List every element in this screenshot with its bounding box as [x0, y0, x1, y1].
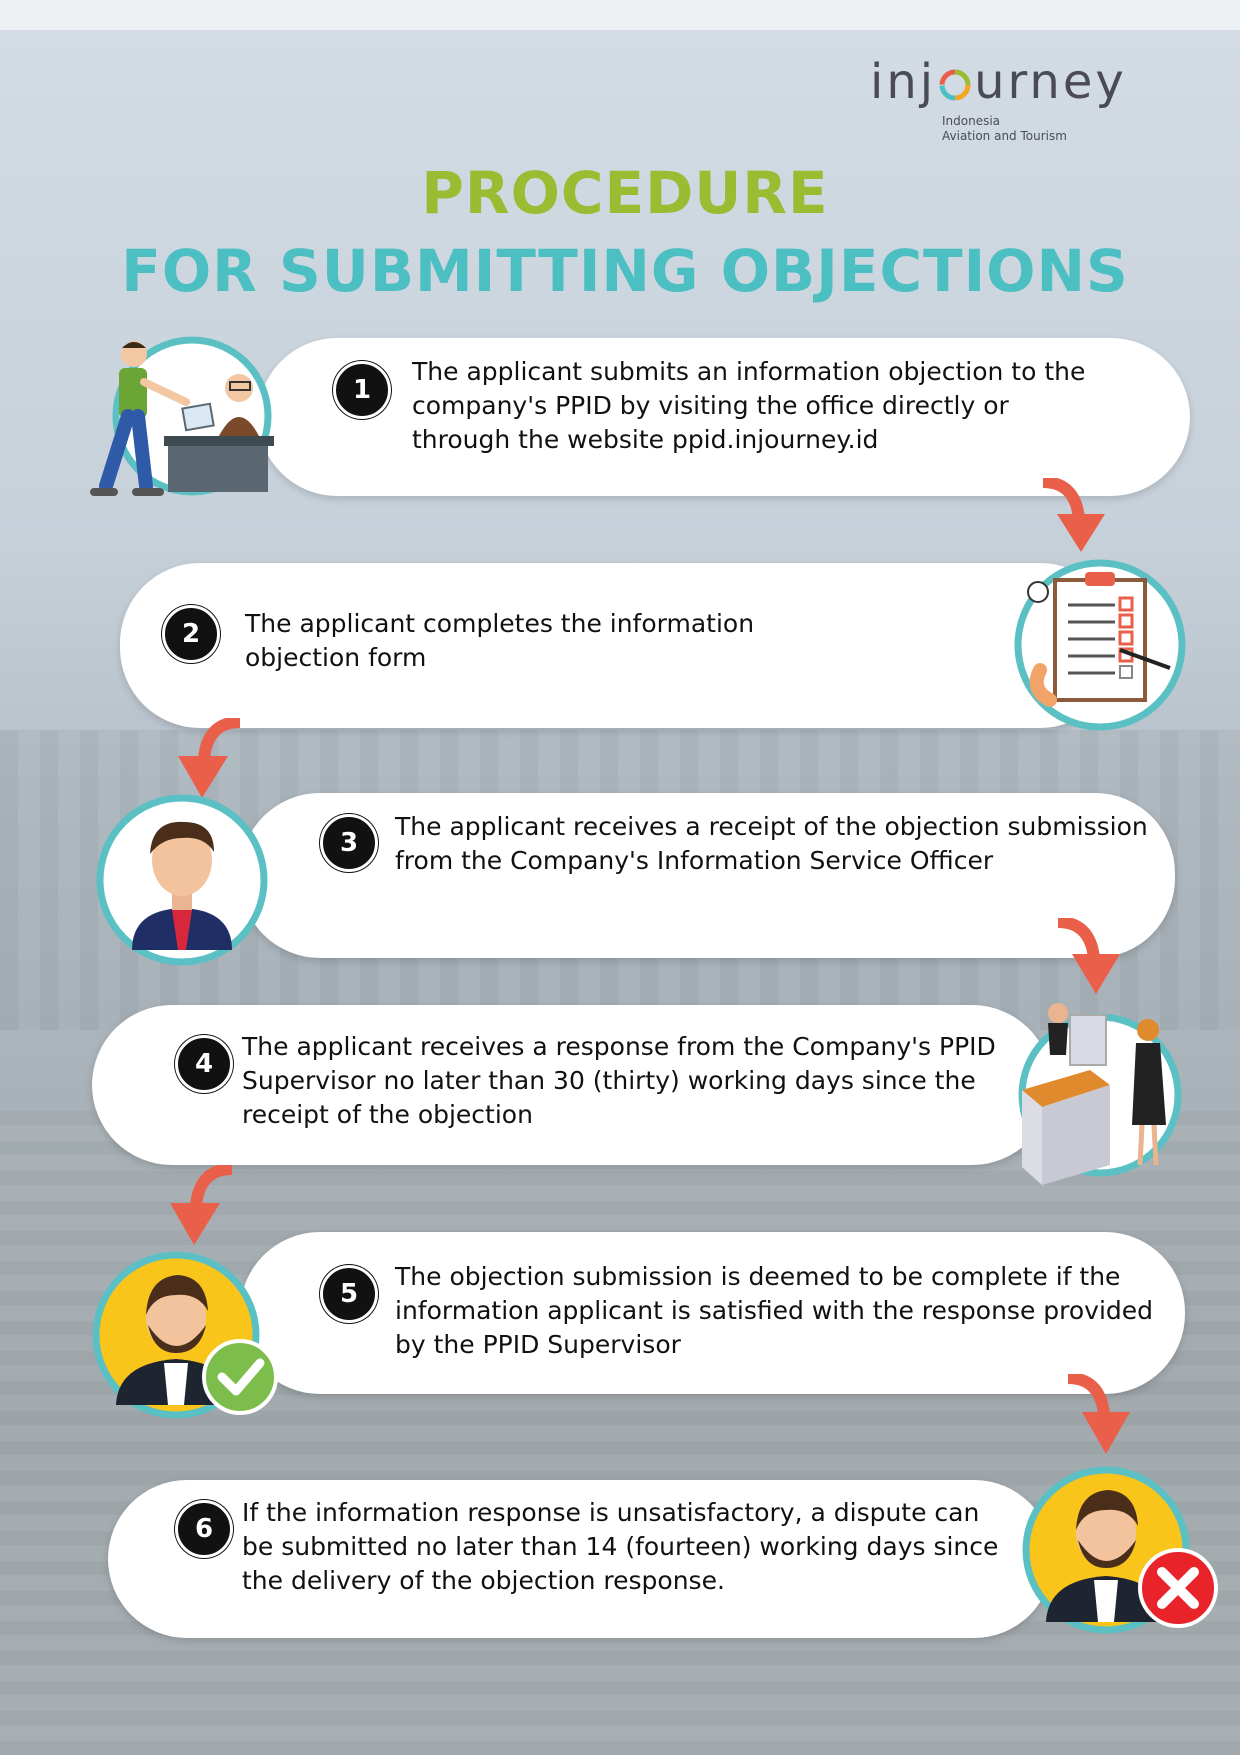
step-number-3: 3: [320, 814, 378, 872]
logo-ring-icon: [938, 62, 972, 96]
step-text-4: The applicant receives a response from the Company's PPID Supervisor no later than 30 (thirty) working days since the receipt of the objection: [242, 1032, 996, 1129]
page-title: [0, 158, 1240, 314]
step-text-3: The applicant receives a receipt of the objection submission from the Company's Information Service Officer: [395, 812, 1148, 875]
unsatisfied-user-icon: [1010, 1458, 1220, 1643]
step-text-6: If the information response is unsatisfactory, a dispute can be submitted no later than 14 (fourteen) working days since the delivery of the objection response.: [242, 1498, 999, 1595]
logo-tagline-line2: Aviation and Tourism: [942, 129, 1067, 143]
title-line2: FOR SUBMITTING OBJECTIONS: [121, 237, 1129, 305]
office-visit-icon: [84, 336, 284, 526]
arrow-down-icon: [1035, 478, 1115, 560]
arrow-down-icon: [1050, 918, 1130, 1004]
logo-wordmark-right: urney: [974, 54, 1127, 110]
logo-wordmark-left: inj: [870, 54, 937, 110]
step-text-5: The objection submission is deemed to be complete if the information applicant is satisfied with the response provided by the PPID Supervisor: [395, 1262, 1154, 1359]
arrow-down-icon: [160, 1165, 240, 1253]
logo-wordmark: [870, 54, 1150, 110]
step-number-4: 4: [175, 1035, 233, 1093]
injourney-logo: [870, 54, 1150, 144]
step-number-5: 5: [320, 1265, 378, 1323]
step-number-2: 2: [162, 605, 220, 663]
top-margin: [0, 0, 1240, 30]
checklist-form-icon: [1000, 550, 1200, 740]
logo-tagline-line1: Indonesia: [942, 114, 1001, 128]
step-text-2: The applicant completes the information objection form: [245, 609, 755, 672]
step-number-6: 6: [175, 1500, 233, 1558]
logo-tagline: [942, 114, 1150, 144]
arrow-down-icon: [1060, 1374, 1140, 1462]
title-line1: PROCEDURE: [421, 159, 829, 227]
step-text-1: The applicant submits an information objection to the company's PPID by visiting the office directly or through the website ppid.injourney.id: [412, 357, 1086, 454]
reception-desk-icon: [1000, 995, 1200, 1190]
step-number-1: 1: [333, 361, 391, 419]
officer-avatar-icon: [92, 790, 282, 970]
satisfied-user-icon: [88, 1245, 288, 1425]
